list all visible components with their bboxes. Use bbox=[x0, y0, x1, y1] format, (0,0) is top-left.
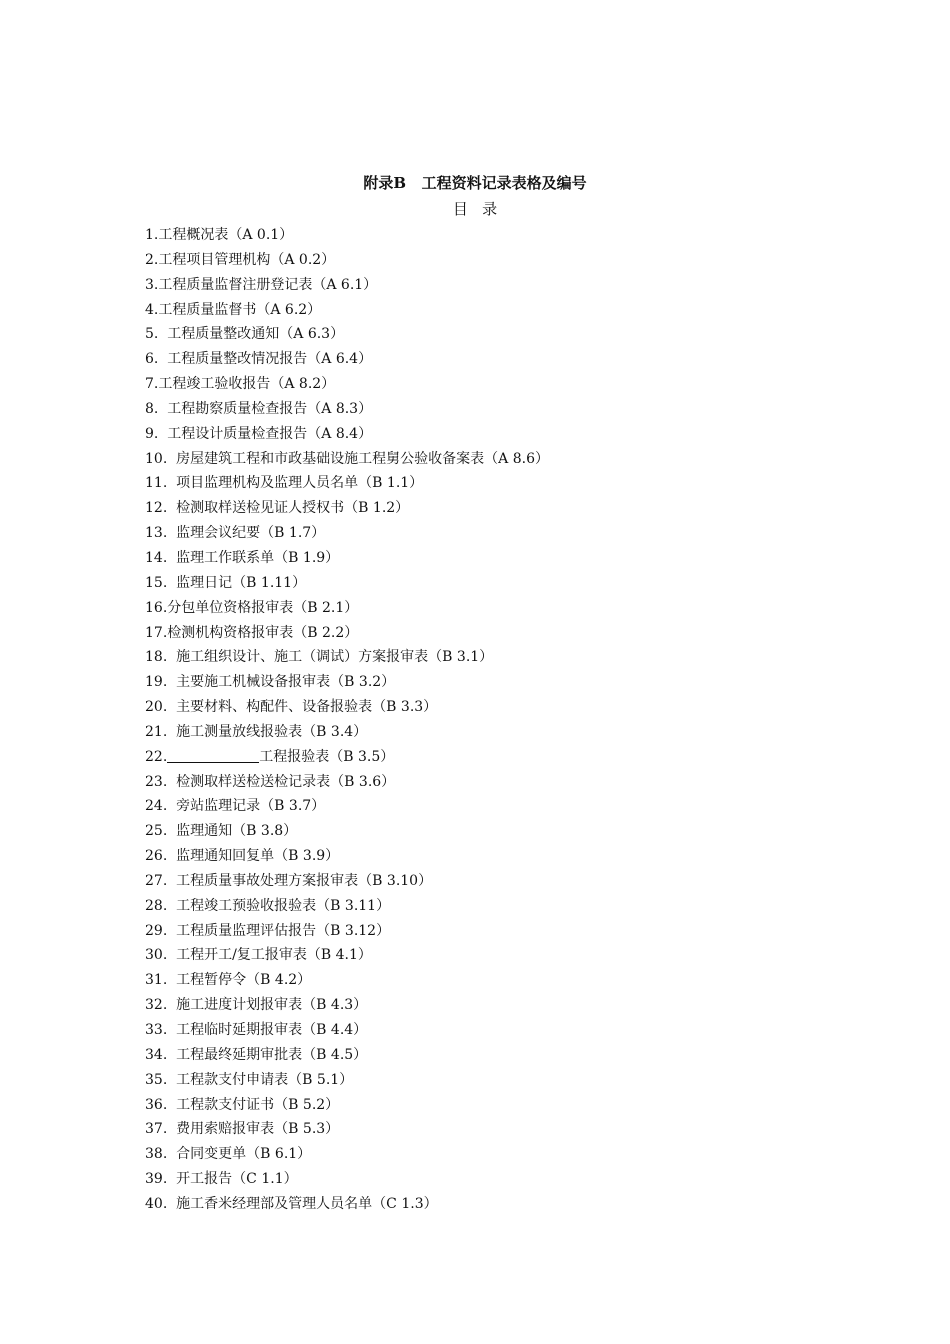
toc-item-number: 38. bbox=[145, 1146, 177, 1163]
toc-item-number: 14. bbox=[145, 549, 177, 566]
toc-item bbox=[145, 695, 865, 720]
toc-item-text: 监理通知（B 3.8） bbox=[176, 823, 298, 840]
toc-item-text: 工程项目管理机构（A 0.2） bbox=[158, 251, 336, 268]
toc-item-number: 35. bbox=[145, 1071, 177, 1088]
toc-item bbox=[145, 670, 865, 695]
toc-item-number: 24. bbox=[145, 798, 177, 815]
document-title: 附录B 工程资料记录表格及编号 bbox=[363, 174, 587, 192]
toc-item bbox=[145, 919, 865, 944]
toc-item-text: 工程质量整改情况报告（A 6.4） bbox=[167, 351, 373, 368]
toc-item bbox=[145, 1018, 865, 1043]
toc-item-number: 37. bbox=[145, 1121, 177, 1138]
toc-item-text: 主要材料、构配件、设备报验表（B 3.3） bbox=[176, 699, 438, 716]
toc-item-number: 13. bbox=[145, 525, 177, 542]
toc-item-number: 10. bbox=[145, 450, 177, 467]
toc-item bbox=[145, 1142, 865, 1167]
toc-item-number: 31. bbox=[145, 972, 177, 989]
toc-item-number: 30. bbox=[145, 947, 177, 964]
toc-item bbox=[145, 422, 865, 447]
toc-item bbox=[145, 1192, 865, 1217]
toc-item bbox=[145, 894, 865, 919]
toc-item-number: 32. bbox=[145, 997, 177, 1014]
toc-item bbox=[145, 794, 865, 819]
toc-item bbox=[145, 496, 865, 521]
toc-item-number: 33. bbox=[145, 1022, 177, 1038]
toc-item-text: 分包单位资格报审表（B 2.1） bbox=[167, 599, 359, 616]
toc-item bbox=[145, 521, 865, 546]
toc-item-text: 工程竣工预验收报验表（B 3.11） bbox=[176, 897, 391, 914]
toc-item-text: 工程临时延期报审表（B 4.4） bbox=[176, 1022, 368, 1038]
toc-item-number: 15. bbox=[145, 574, 177, 591]
toc-item bbox=[145, 571, 865, 596]
toc-item bbox=[145, 770, 865, 795]
toc-item bbox=[145, 273, 865, 298]
toc-item-text: 工程质量监理评估报告（B 3.12） bbox=[176, 922, 391, 939]
toc-item-text: 施工组织设计、施工（调试）方案报审表（B 3.1） bbox=[176, 649, 494, 666]
toc-item bbox=[145, 298, 865, 323]
toc-item bbox=[145, 1117, 865, 1142]
toc-item-number: 17. bbox=[145, 624, 168, 641]
toc-item bbox=[145, 819, 865, 844]
toc-item bbox=[145, 1167, 865, 1192]
toc-item-text: 工程款支付申请表（B 5.1） bbox=[176, 1071, 354, 1088]
toc-item-text: 工程设计质量检查报告（A 8.4） bbox=[167, 425, 373, 442]
toc-item bbox=[145, 720, 865, 745]
toc-item-text: 工程款支付证书（B 5.2） bbox=[176, 1096, 340, 1113]
toc-item-text: 监理通知回复单（B 3.9） bbox=[176, 848, 340, 865]
toc-item-text: 开工报告（C 1.1） bbox=[176, 1171, 298, 1188]
toc-item-number: 28. bbox=[145, 897, 177, 914]
toc-item bbox=[145, 447, 865, 472]
toc-item-text: 工程竣工验收报告（A 8.2） bbox=[158, 376, 336, 393]
toc-item-text: 工程质量监督注册登记表（A 6.1） bbox=[158, 276, 378, 293]
toc-item-number: 20. bbox=[145, 699, 177, 716]
toc-item-text: 工程暂停令（B 4.2） bbox=[176, 972, 312, 989]
toc-item bbox=[145, 844, 865, 869]
toc-item-number: 5. bbox=[145, 326, 168, 343]
toc-item-text: 监理会议纪要（B 1.7） bbox=[176, 525, 326, 542]
toc-item-number: 9. bbox=[145, 425, 168, 442]
toc-item bbox=[145, 943, 865, 968]
toc-item bbox=[145, 869, 865, 894]
toc-item-number: 25. bbox=[145, 823, 177, 840]
toc-item-text: 工程质量监督书（A 6.2） bbox=[158, 301, 322, 318]
toc-item-number: 39. bbox=[145, 1171, 177, 1188]
toc-item-text: 工程最终延期审批表（B 4.5） bbox=[176, 1046, 368, 1063]
toc-item-text: 工程勘察质量检查报告（A 8.3） bbox=[167, 400, 373, 417]
fill-in-blank-line bbox=[167, 748, 259, 763]
toc-item bbox=[145, 745, 865, 770]
toc-item-number: 1. bbox=[145, 227, 159, 243]
toc-item bbox=[145, 596, 865, 621]
toc-item-number: 8. bbox=[145, 400, 168, 417]
toc-item-text: 项目监理机构及监理人员名单（B 1.1） bbox=[176, 475, 424, 492]
toc-item-text: 施工进度计划报审表（B 4.3） bbox=[176, 997, 368, 1014]
toc-item-number: 40. bbox=[145, 1195, 177, 1212]
toc-item-text: 工程质量整改通知（A 6.3） bbox=[167, 326, 345, 343]
toc-item-number: 2. bbox=[145, 251, 159, 268]
table-of-contents bbox=[145, 223, 865, 1217]
toc-item bbox=[145, 645, 865, 670]
toc-item-text: 检测取样送检见证人授权书（B 1.2） bbox=[176, 500, 410, 517]
toc-item-text: 费用索赔报审表（B 5.3） bbox=[176, 1121, 340, 1138]
toc-item-number: 21. bbox=[145, 723, 177, 740]
toc-item bbox=[145, 223, 865, 248]
toc-item-text: 工程概况表（A 0.1） bbox=[158, 227, 294, 243]
toc-item-number: 6. bbox=[145, 351, 168, 368]
toc-item-number: 18. bbox=[145, 649, 177, 666]
toc-item bbox=[145, 968, 865, 993]
toc-item-number: 29. bbox=[145, 922, 177, 939]
toc-item-text: 工程质量事故处理方案报审表（B 3.10） bbox=[176, 872, 433, 889]
toc-item-text: 房屋建筑工程和市政基础设施工程舅公验收备案表（A 8.6） bbox=[176, 450, 549, 467]
toc-item-number: 36. bbox=[145, 1096, 177, 1113]
toc-item bbox=[145, 1068, 865, 1093]
toc-item-number: 23. bbox=[145, 773, 177, 790]
toc-item bbox=[145, 248, 865, 273]
toc-item-number: 34. bbox=[145, 1046, 177, 1063]
toc-heading: 目 录 bbox=[452, 200, 498, 218]
toc-item bbox=[145, 471, 865, 496]
toc-item-text: 工程开工/复工报审表（B 4.1） bbox=[176, 947, 372, 964]
toc-item-number: 27. bbox=[145, 872, 177, 889]
toc-item bbox=[145, 621, 865, 646]
toc-item-number: 12. bbox=[145, 500, 177, 517]
toc-item-number: 16. bbox=[145, 599, 168, 616]
toc-item-text: 施工香米经理部及管理人员名单（C 1.3） bbox=[176, 1195, 438, 1212]
toc-item bbox=[145, 546, 865, 571]
toc-item bbox=[145, 372, 865, 397]
toc-item-number: 3. bbox=[145, 276, 159, 293]
toc-item-number: 22. bbox=[145, 748, 168, 765]
toc-item-number: 26. bbox=[145, 848, 177, 865]
toc-item-text: 主要施工机械设备报审表（B 3.2） bbox=[176, 674, 396, 691]
toc-item-text: 检测机构资格报审表（B 2.2） bbox=[167, 624, 359, 641]
toc-item-number: 4. bbox=[145, 301, 159, 318]
toc-item bbox=[145, 1093, 865, 1118]
toc-item-text: 工程报验表（B 3.5） bbox=[259, 748, 395, 765]
toc-item bbox=[145, 347, 865, 372]
toc-item-text: 检测取样送检送检记录表（B 3.6） bbox=[176, 773, 396, 790]
toc-item-text: 监理工作联系单（B 1.9） bbox=[176, 549, 340, 566]
toc-item-number: 19. bbox=[145, 674, 177, 691]
toc-item-number: 7. bbox=[145, 376, 159, 393]
toc-item-text: 监理日记（B 1.11） bbox=[176, 574, 307, 591]
toc-item-text: 施工测量放线报验表（B 3.4） bbox=[176, 723, 368, 740]
toc-item bbox=[145, 322, 865, 347]
toc-item-number: 11. bbox=[145, 475, 177, 492]
toc-item bbox=[145, 1043, 865, 1068]
toc-item-text: 旁站监理记录（B 3.7） bbox=[176, 798, 326, 815]
toc-item bbox=[145, 397, 865, 422]
toc-item-text: 合同变更单（B 6.1） bbox=[176, 1146, 312, 1163]
toc-item bbox=[145, 993, 865, 1018]
